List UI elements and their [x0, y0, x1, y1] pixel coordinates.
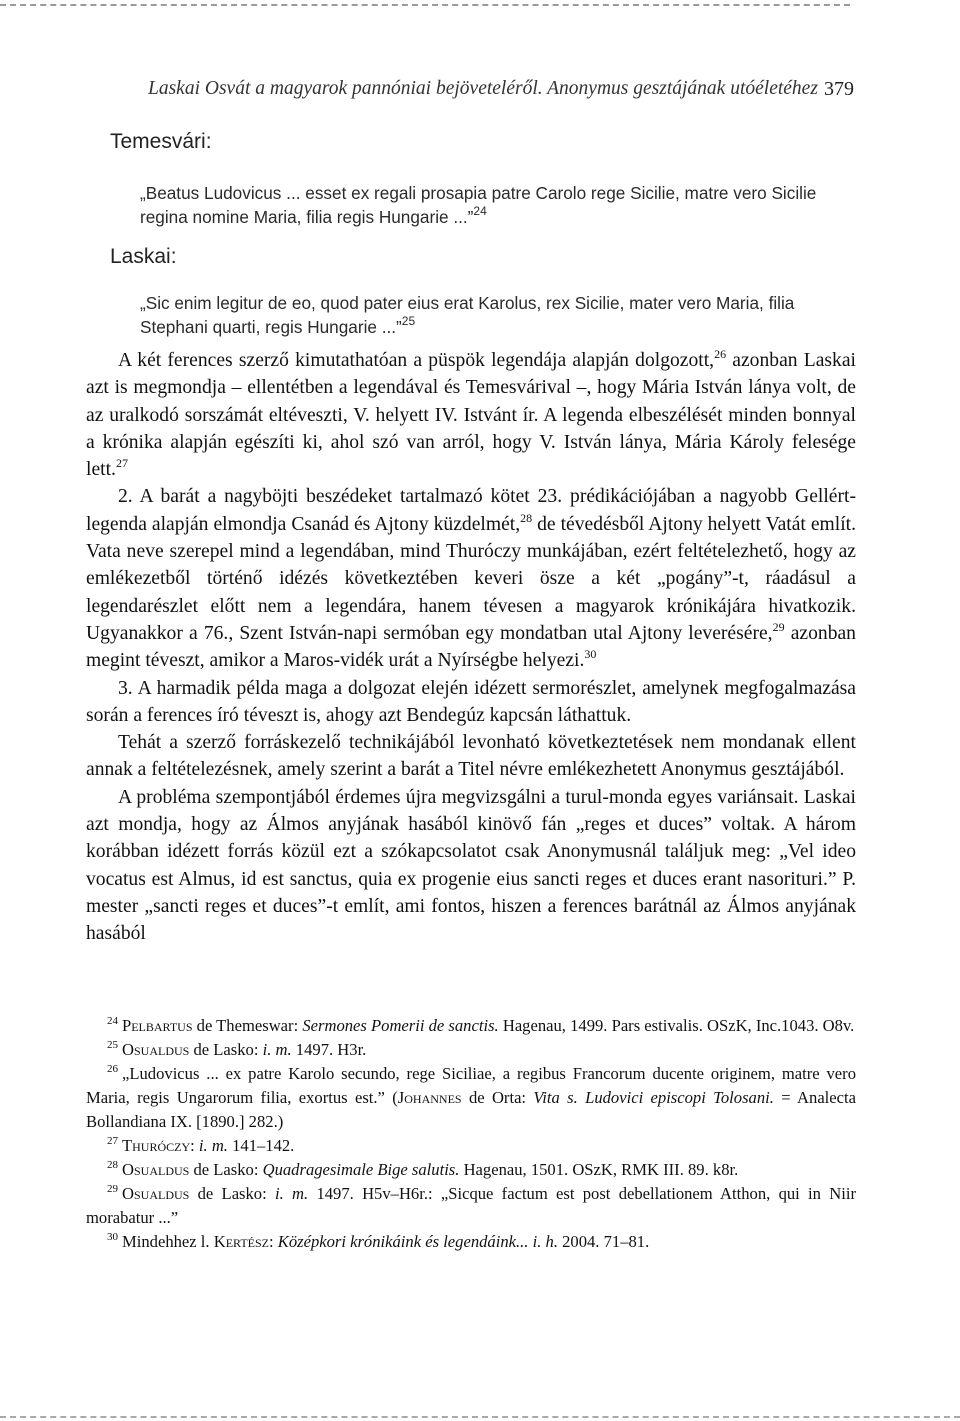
speaker-temesvari: Temesvári:: [110, 130, 212, 153]
footnote-ref-25: 25: [401, 313, 416, 328]
footnote-ref-29: 29: [772, 619, 785, 634]
quote-laskai: [140, 292, 856, 339]
quote-temesvari: [140, 182, 856, 229]
footnote-ref-27: 27: [115, 456, 128, 471]
footnote-28: $^{28}$ Osualdus de Lasko: Quadragesimale Bige salutis. Hagenau, 1501. OSzK, RMK III. 89. k8r.: [107, 1159, 739, 1179]
quote-text: „Sic enim legitur de eo, quod pater eius erat Karolus, rex Sicilie, mater vero Maria, filia Stephani quarti, regis Hungarie ...”: [140, 293, 795, 337]
footnote-ref-26: 26: [714, 347, 727, 361]
page-number: 379: [824, 78, 854, 100]
footnote-26: $^{26}$ „Ludovicus ... ex patre Karolo secundo, rege Siciliae, a regibus Francorum ducente originem, matre vero Maria, regis Ungarorum filia, exortus est.” (Johannes de Orta: Vita s. Ludovici episcopi Tolosani. = Analecta Bollandiana IX. [1890.] 282.): [86, 1063, 857, 1131]
quote-text: „Beatus Ludovicus ... esset ex regali prosapia patre Carolo rege Sicilie, matre vero Sicilie regina nomine Maria, filia regis Hungarie ...”: [140, 183, 817, 227]
footnote-29: $^{29}$ Osualdus de Lasko: i. m. 1497. H5v–H6r.: „Sicque factum est post debellationem Atthon, qui in Niir morabatur ...”: [86, 1183, 856, 1227]
top-scan-edge: [0, 4, 850, 6]
paragraph-3: 3. A harmadik példa maga a dolgozat elején idézett sermorészlet, amelynek megfogalmazása során a ferences író téveszt is, ahogy azt Bendegúz kapcsán láthattuk.: [86, 677, 856, 726]
paragraph-2: 2. A barát a nagyböjti beszédeket tartalmazó kötet 23. prédikációjában a nagyobb Gellért-legenda alapján elmondja Csanád és Ajtony küzdelmét,$^{28}$ de tévedésből Ajtony helyett Vatát említ. Vata neve szerepel mind a legendában, mind Thuróczy munkájában, ezért feltételezhető, hogy az emlékezetből történő idézés következtében keveri ösze a két „pogány”-t, ráadásul a legendarészlet előtt nem a legendára, hanem tévesen a magyarok krónikájára hivatkozik. Ugyanakkor a 76., Szent István-napi sermóban egy mondatban utal Ajtony leverésére,$^{29}$ azonban megint téveszt, amikor a Maros-vidék urát a Nyírségbe helyezi.$^{30}$: [86, 486, 856, 672]
paragraph-4: Tehát a szerző forráskezelő technikájából levonható következtetések nem mondanak ellent annak a feltételezésnek, amely szerint a barát a Titel névre emlékezhetett Anonymus gesztájából.: [86, 732, 856, 781]
speaker-laskai: Laskai:: [110, 245, 177, 268]
footnotes: [86, 1014, 856, 1254]
footnote-30: $^{30}$ Mindehhez l. Kertész: Középkori krónikáink és legendáink... i. h. 2004. 71–81.: [107, 1231, 650, 1251]
footnote-27: $^{27}$ Thuróczy: i. m. 141–142.: [107, 1135, 295, 1155]
running-title: Laskai Osvát a magyarok pannóniai bejöveteléről. Anonymus gesztájának utóéletéhez: [148, 78, 818, 99]
footnote-ref-30: 30: [584, 647, 597, 662]
footnote-ref-24: 24: [473, 203, 487, 218]
paragraph-5: A probléma szempontjából érdemes újra megvizsgálni a turul-monda egyes variánsait. Laskai azt mondja, hogy az Álmos anyjának hasából kinövő fán „reges et duces” voltak. A három korábban idézett forrás közül ezt a szókapcsolatot csak Anonymusnál találjuk meg: „Vel ideo vocatus est Almus, id est sanctus, quia ex progenie eius sancti reges et duces erant nasorituri.” P. mester „sancti reges et duces”-t említ, ami fontos, hiszen a ferences barátnál az Álmos anyjának hasából: [86, 786, 856, 945]
footnote-25: $^{25}$ Osualdus de Lasko: i. m. 1497. H3r.: [107, 1039, 367, 1059]
footnote-ref-28: 28: [520, 510, 533, 525]
main-text: [86, 347, 856, 948]
bottom-scan-edge: [0, 1416, 960, 1418]
paragraph-1: A két ferences szerző kimutathatóan a püspök legendája alapján dolgozott,$^{26}$ azonban Laskai azt is megmondja – ellentétben a legendával és Temesvárival –, hogy Mária István lánya volt, de az uralkodó sorszámát eltéveszti, V. helyett IV. Istvánt ír. A legenda elbeszélését minden bonnyal a krónika alapján egészíti ki, ahol szó van arról, hogy V. István lánya, Mária Károly felesége lett.$^{27}$: [86, 347, 856, 481]
footnote-24: $^{24}$ Pelbartus de Themeswar: Sermones Pomerii de sanctis. Hagenau, 1499. Pars estivalis. OSzK, Inc.1043. O8v.: [107, 1015, 855, 1035]
